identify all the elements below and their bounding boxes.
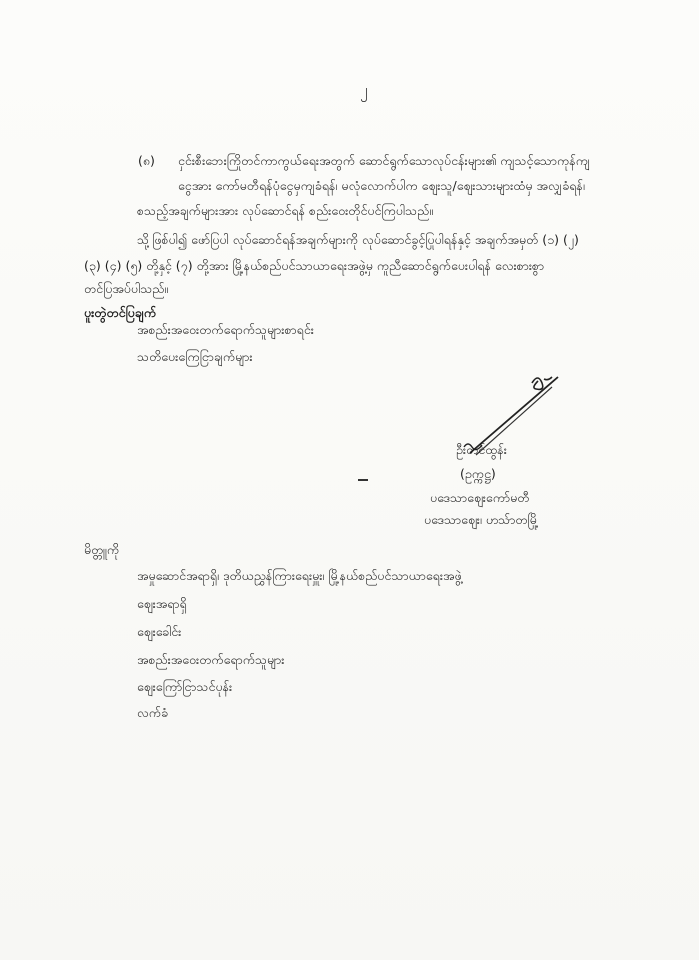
- paragraph-line: စသည့်အချက်များအား လုပ်ဆောင်ရန် စည်းဝေးတိုင်ပင်ကြပါသည်။: [137, 203, 434, 218]
- signatory-name: ဦးတင်ထွန်း: [456, 442, 507, 457]
- paragraph-line: (၃) (၄) (၅) တို့နှင့် (၇) တို့အား မြို့နယ်စည်ပင်သာယာရေးအဖွဲ့မှ ကူညီဆောင်ရွက်ပေးပါရန် လေးစားစွာ: [84, 258, 545, 273]
- copy-recipient: အစည်းအဝေးတက်ရောက်သူများ: [137, 652, 285, 667]
- copy-recipient: အမှုဆောင်အရာရှိ၊ ဒုတိယညွှန်ကြားရေးမှူး၊ မြို့နယ်စည်ပင်သာယာရေးအဖွဲ့: [137, 568, 462, 583]
- copy-recipient: ဈေးအရာရှိ: [137, 596, 187, 611]
- enclosure-item: သတိပေးကြေငြာချက်များ: [137, 349, 253, 364]
- signatory-title: ပဒေသာဈေးကော်မတီ: [430, 490, 530, 505]
- page-number: ၂: [360, 81, 368, 99]
- paragraph-line: သို့ဖြစ်ပါ၍ ဖော်ပြပါ လုပ်ဆောင်ရန်အချက်များကို လုပ်ဆောင်ခွင့်ပြုပါရန်နှင့် အချက်အမှတ် (၁) (၂): [137, 232, 579, 247]
- enclosure-item: အစည်းအဝေးတက်ရောက်သူများစာရင်း: [137, 322, 314, 337]
- paragraph-label: (၈): [138, 153, 155, 168]
- copy-recipient: ဈေးကြော်ငြာသင်ပုန်း: [137, 679, 233, 694]
- copy-recipient: လက်ခံ: [137, 705, 168, 720]
- signatory-role: (ဥက္ကဋ္ဌ): [460, 466, 496, 481]
- copies-heading: မိတ္တူကို: [84, 542, 120, 557]
- paragraph-line: ငွေအား ကော်မတီရန်ပုံငွေမှကျခံရန်၊ မလုံလောက်ပါက ဈေးသူ/ဈေးသားများထံမှ အလျှခံရန်၊: [178, 178, 585, 193]
- paragraph-line: ငှင်းစီးဘေးကြိုတင်ကာကွယ်ရေးအတွက် ဆောင်ရွက်သောလုပ်ငန်းများ၏ ကျသင့်သောကုန်ကျ: [178, 153, 590, 168]
- signatory-location: ပဒေသာဈေး၊ ဟသ်ာတမြို့: [424, 512, 539, 527]
- enclosures-heading: ပူးတွဲတင်ပြချက်: [84, 305, 157, 320]
- paragraph-line: တင်ပြအပ်ပါသည်။: [84, 281, 169, 296]
- copy-recipient: ဈေးခေါင်း: [137, 624, 182, 639]
- stray-mark: [358, 479, 368, 481]
